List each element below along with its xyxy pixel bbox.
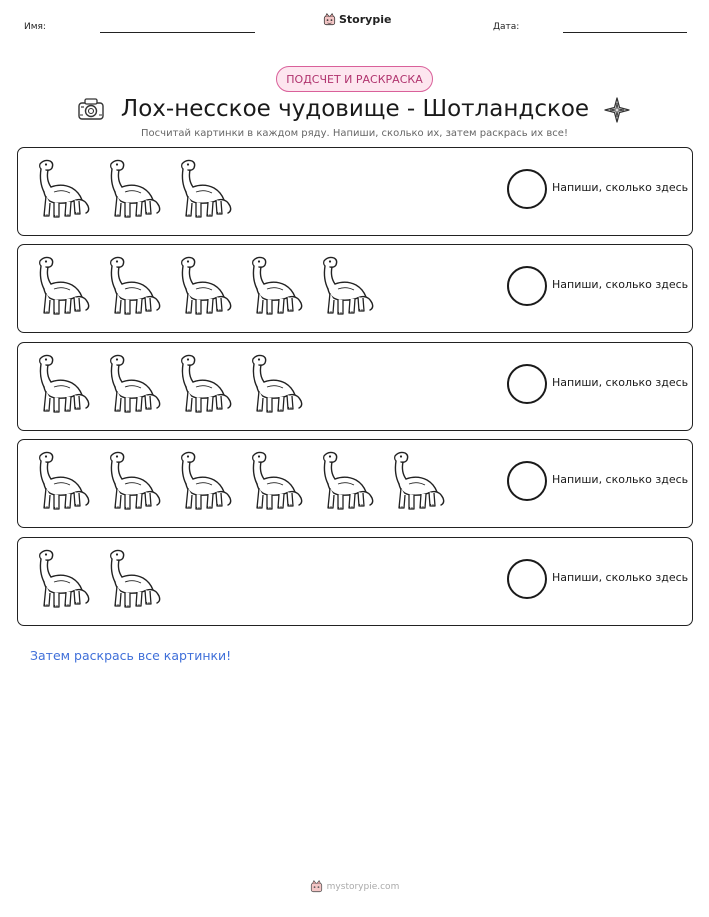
picture-group [32, 351, 305, 417]
camera-icon [76, 95, 106, 123]
answer-circle[interactable] [507, 461, 547, 501]
counting-row [17, 147, 693, 236]
date-label: Дата: [493, 22, 520, 32]
storypie-logo-icon [323, 13, 336, 26]
loch-ness-monster-icon[interactable] [174, 253, 234, 319]
loch-ness-monster-icon[interactable] [32, 156, 92, 222]
sparkle-icon [603, 96, 631, 124]
storypie-logo-icon [310, 880, 323, 893]
loch-ness-monster-icon[interactable] [103, 253, 163, 319]
picture-group [32, 546, 163, 612]
loch-ness-monster-icon[interactable] [316, 253, 376, 319]
loch-ness-monster-icon[interactable] [174, 156, 234, 222]
loch-ness-monster-icon[interactable] [245, 351, 305, 417]
category-tag: ПОДСЧЕТ И РАСКРАСКА [276, 66, 433, 92]
brand [323, 13, 391, 26]
brand-name: Storypie [339, 13, 392, 26]
page-title: Лох-несское чудовище - Шотландское [120, 96, 590, 122]
answer-circle[interactable] [507, 266, 547, 306]
counting-row [17, 439, 693, 528]
loch-ness-monster-icon[interactable] [245, 253, 305, 319]
instructions: Посчитай картинки в каждом ряду. Напиши, сколько их, затем раскрась их все! [141, 128, 568, 139]
answer-label: Напиши, сколько здесь [552, 376, 689, 389]
date-field-line [563, 32, 687, 33]
name-field-line [100, 32, 255, 33]
loch-ness-monster-icon[interactable] [32, 351, 92, 417]
loch-ness-monster-icon[interactable] [103, 448, 163, 514]
loch-ness-monster-icon[interactable] [32, 546, 92, 612]
footer-note: Затем раскрась все картинки! [30, 648, 232, 663]
worksheet-header [0, 0, 709, 40]
answer-label: Напиши, сколько здесь [552, 473, 689, 486]
loch-ness-monster-icon[interactable] [32, 448, 92, 514]
answer-circle[interactable] [507, 364, 547, 404]
answer-circle[interactable] [507, 169, 547, 209]
loch-ness-monster-icon[interactable] [103, 546, 163, 612]
footer [0, 880, 709, 893]
loch-ness-monster-icon[interactable] [387, 448, 447, 514]
answer-label: Напиши, сколько здесь [552, 181, 689, 194]
counting-row [17, 537, 693, 626]
loch-ness-monster-icon[interactable] [316, 448, 376, 514]
loch-ness-monster-icon[interactable] [174, 448, 234, 514]
title-row [0, 93, 709, 125]
loch-ness-monster-icon[interactable] [103, 156, 163, 222]
counting-row [17, 342, 693, 431]
name-label: Имя: [24, 22, 46, 32]
footer-url[interactable]: mystorypie.com [326, 881, 400, 892]
loch-ness-monster-icon[interactable] [245, 448, 305, 514]
picture-group [32, 253, 376, 319]
answer-label: Напиши, сколько здесь [552, 571, 689, 584]
answer-circle[interactable] [507, 559, 547, 599]
picture-group [32, 156, 234, 222]
loch-ness-monster-icon[interactable] [174, 351, 234, 417]
counting-row [17, 244, 693, 333]
answer-label: Напиши, сколько здесь [552, 278, 689, 291]
picture-group [32, 448, 447, 514]
loch-ness-monster-icon[interactable] [32, 253, 92, 319]
loch-ness-monster-icon[interactable] [103, 351, 163, 417]
